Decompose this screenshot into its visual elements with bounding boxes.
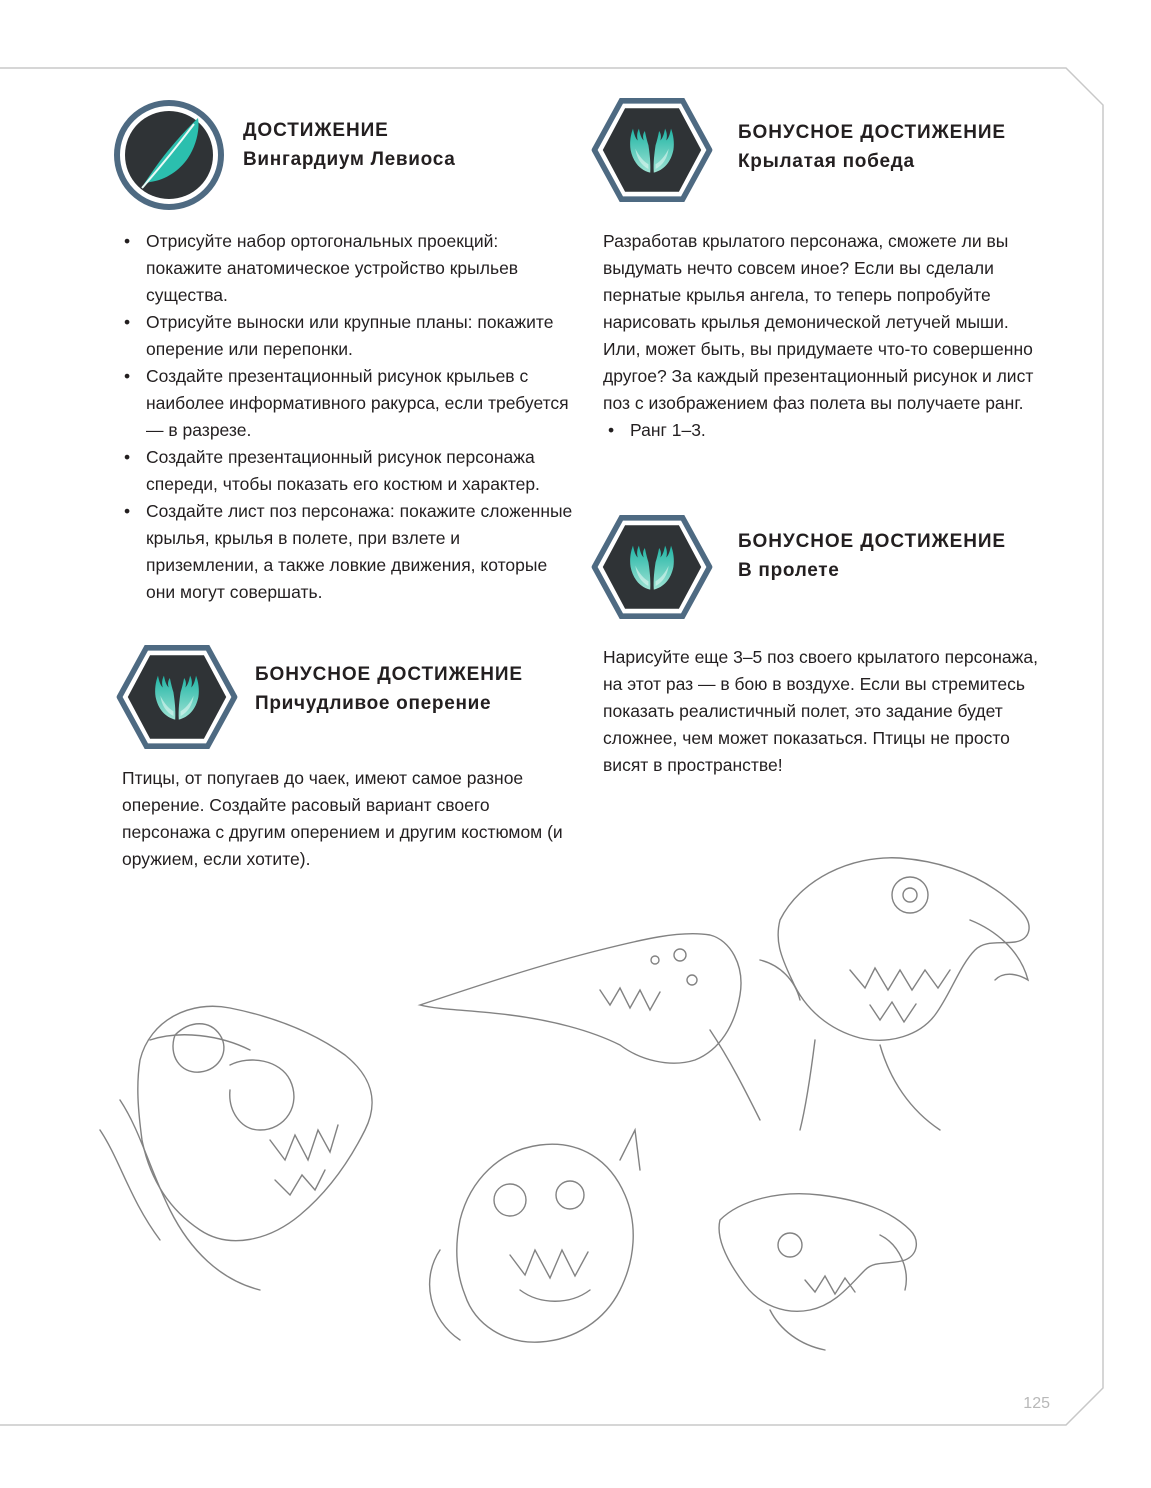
bonus-description: Разработав крылатого персонажа, сможете ли вы выдумать нечто совсем иное? Если вы сделали пернатые крылья ангела, то теперь попробуйте нарисовать крылья демонической летучей мыши. Или, может быть, вы придумаете что-то совершенно другое? За каждый презентационный рисунок и лист поз с изображением фаз полета вы получаете ранг.: [603, 231, 1034, 413]
bonus-description: Нарисуйте еще 3–5 поз своего крылатого персонажа, на этот раз — в бою в воздухе. Если вы стремитесь показать реалистичный полет, это задание будет сложнее, чем может показаться. Птицы не просто висят в пространстве!: [603, 647, 1038, 775]
sketch-beak-head-top: [420, 934, 760, 1120]
sketch-creature-head-right: [760, 858, 1029, 1130]
bonus-rank-list: [603, 417, 1048, 444]
feather-icon: [114, 100, 224, 210]
bonus-title: Причудливое оперение: [255, 693, 492, 714]
bonus-description: Птицы, от попугаев до чаек, имеют самое разное оперение. Создайте расовый вариант своего персонажа с другим оперением и другим костюмом (и оружием, если хотите).: [122, 768, 563, 869]
wings-icon: [590, 515, 714, 619]
bonus-label: БОНУСНОЕ ДОСТИЖЕНИЕ: [255, 664, 523, 685]
page-number: 125: [1023, 1395, 1050, 1412]
achievement-task-list: [119, 228, 574, 606]
list-item: • Ранг 1–3.: [603, 417, 1048, 444]
sketch-beast-head-left: [100, 1006, 372, 1290]
list-item: • Создайте презентационный рисунок крыльев с наиболее информативного ракурса, если требуется — в разрезе.: [119, 363, 574, 444]
wings-icon: [590, 98, 714, 202]
bonus-title: В пролете: [738, 560, 840, 581]
sketch-creature-head-bottom-center: [430, 1130, 640, 1342]
list-item: • Отрисуйте выноски или крупные планы: покажите оперение или перепонки.: [119, 309, 574, 363]
list-item: • Создайте лист поз персонажа: покажите сложенные крылья, крылья в полете, при взлете и приземлении, а также ловкие движения, которые они могут совершать.: [119, 498, 574, 606]
bonus-title: Крылатая победа: [738, 151, 915, 172]
list-item: • Создайте презентационный рисунок персонажа спереди, чтобы показать его костюм и характер.: [119, 444, 574, 498]
sketch-creature-head-bottom-right: [719, 1194, 916, 1350]
wings-icon: [110, 645, 244, 749]
bonus-label: БОНУСНОЕ ДОСТИЖЕНИЕ: [738, 122, 1006, 143]
creature-sketches: [80, 830, 1030, 1390]
list-item: • Отрисуйте набор ортогональных проекций: покажите анатомическое устройство крыльев существа.: [119, 228, 574, 309]
achievement-title: Вингардиум Левиоса: [243, 149, 456, 170]
achievement-label: ДОСТИЖЕНИЕ: [243, 120, 389, 141]
bonus-label: БОНУСНОЕ ДОСТИЖЕНИЕ: [738, 531, 1006, 552]
